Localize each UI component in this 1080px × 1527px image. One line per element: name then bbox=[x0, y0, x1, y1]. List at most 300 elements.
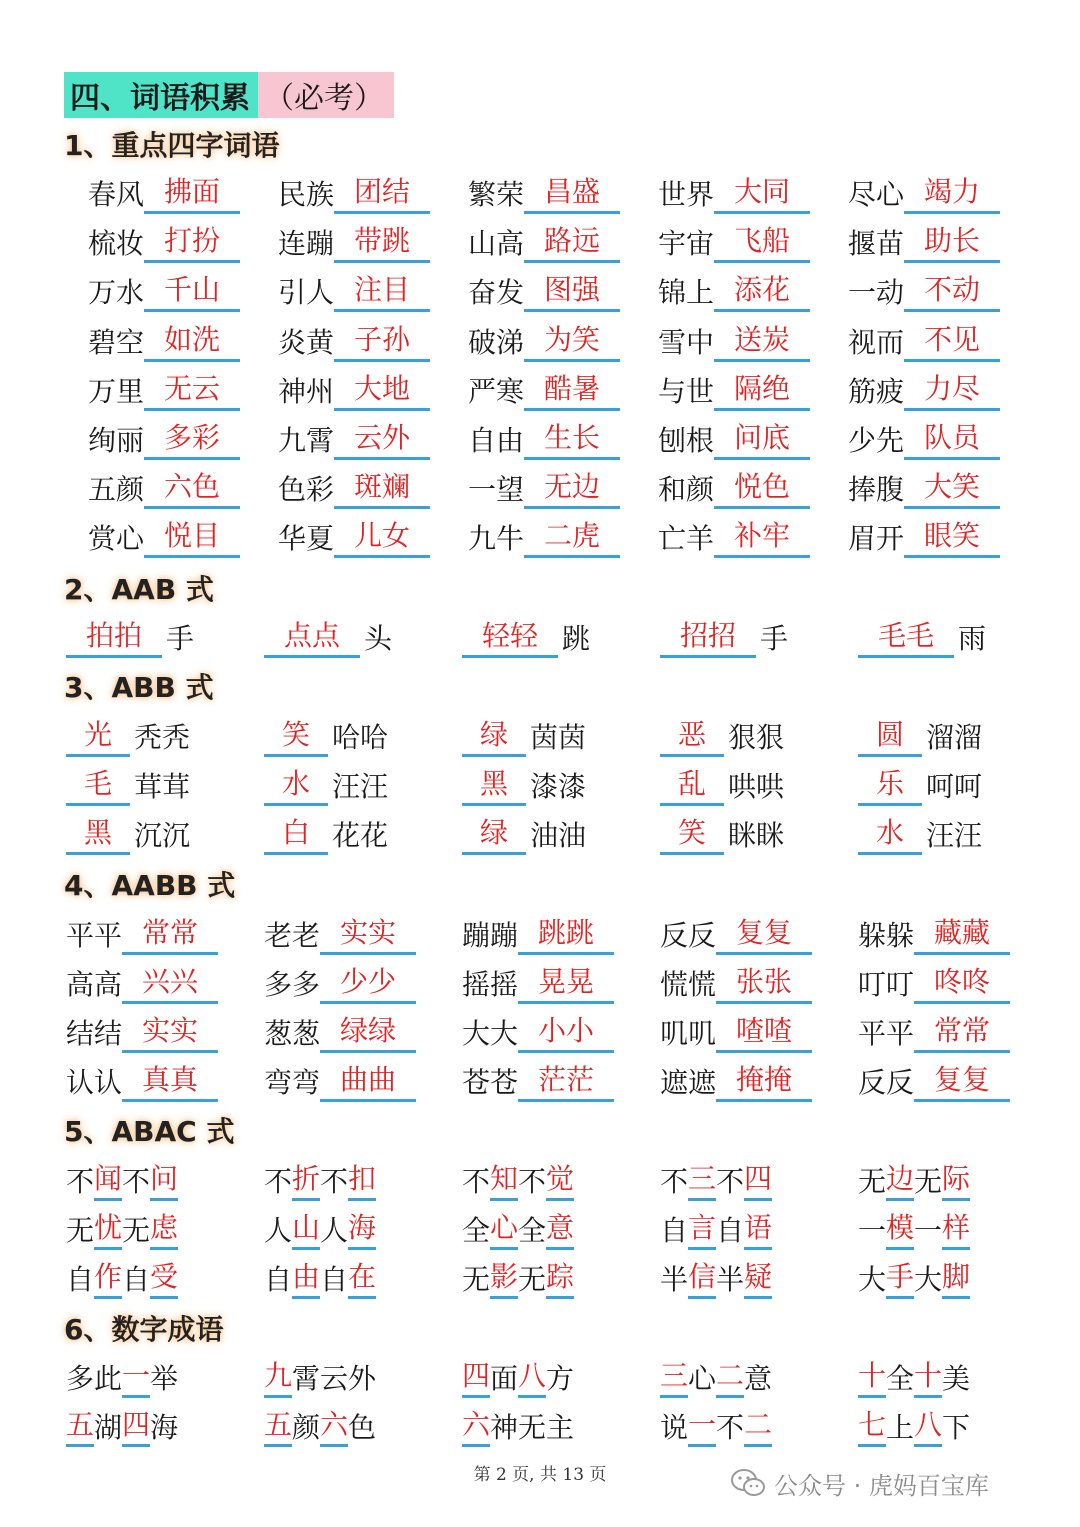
s6-item bbox=[264, 1354, 376, 1398]
answer-char: 忧 bbox=[94, 1209, 122, 1250]
answer-blank: 毛 bbox=[66, 765, 130, 806]
answer-char: 言 bbox=[688, 1209, 716, 1250]
given-chars: 自由 bbox=[468, 424, 525, 457]
given-char: 心 bbox=[688, 1362, 717, 1395]
given-char: 湖 bbox=[94, 1411, 123, 1444]
answer-blank: 常常 bbox=[914, 1012, 1010, 1053]
answer-blank: 六色 bbox=[144, 468, 240, 509]
given-char: 自 bbox=[264, 1263, 293, 1296]
s6-item bbox=[462, 1403, 574, 1447]
number-char: 五 bbox=[66, 1406, 94, 1447]
given-chars: 葱葱 bbox=[264, 1017, 321, 1050]
answer-blank: 喳喳 bbox=[716, 1012, 812, 1053]
s5-item bbox=[66, 1157, 178, 1201]
answer-blank: 黑 bbox=[462, 765, 526, 806]
given-chars: 茵茵 bbox=[530, 721, 587, 754]
section-title-aabb: 4、AABB 式 bbox=[64, 869, 236, 902]
given-chars: 慌慌 bbox=[660, 968, 717, 1001]
s4-item bbox=[660, 1009, 812, 1053]
given-chars: 叮叮 bbox=[858, 968, 915, 1001]
s4-item bbox=[858, 1058, 1010, 1102]
given-char: 无 bbox=[122, 1214, 151, 1247]
given-chars: 五颜 bbox=[88, 473, 145, 506]
s4-item bbox=[462, 1009, 614, 1053]
s2-item bbox=[858, 614, 986, 658]
given-chars: 刨根 bbox=[658, 424, 715, 457]
s1-item bbox=[848, 318, 1000, 362]
s1-row bbox=[0, 268, 1080, 312]
given-char: 全 bbox=[462, 1214, 491, 1247]
s5-item bbox=[462, 1157, 574, 1201]
given-char: 无 bbox=[914, 1165, 943, 1198]
given-chars: 民族 bbox=[278, 178, 335, 211]
s1-item bbox=[278, 465, 430, 509]
answer-blank: 咚咚 bbox=[914, 963, 1010, 1004]
wechat-icon bbox=[730, 1468, 766, 1498]
given-chars: 万里 bbox=[88, 375, 145, 408]
s4-row bbox=[0, 1009, 1080, 1053]
given-chars: 汪汪 bbox=[332, 770, 389, 803]
s1-item bbox=[278, 219, 430, 263]
s1-row bbox=[0, 514, 1080, 558]
given-chars: 眉开 bbox=[848, 522, 905, 555]
s1-item bbox=[278, 268, 430, 312]
answer-blank: 毛毛 bbox=[858, 617, 954, 658]
s1-item bbox=[658, 416, 810, 460]
answer-blank: 打扮 bbox=[144, 222, 240, 263]
s1-item bbox=[468, 219, 620, 263]
given-chars: 高高 bbox=[66, 968, 123, 1001]
answer-blank: 团结 bbox=[334, 173, 430, 214]
s1-item bbox=[468, 268, 620, 312]
answer-char: 在 bbox=[348, 1258, 376, 1299]
given-char: 不 bbox=[716, 1165, 745, 1198]
answer-blank: 补牢 bbox=[714, 517, 810, 558]
given-chars: 雨 bbox=[958, 622, 987, 655]
s6-row bbox=[0, 1354, 1080, 1398]
answer-char: 受 bbox=[150, 1258, 178, 1299]
s3-item bbox=[66, 762, 190, 806]
s4-item bbox=[462, 1058, 614, 1102]
number-char: 八 bbox=[518, 1357, 546, 1398]
answer-blank: 笑 bbox=[660, 814, 724, 855]
given-chars: 捧腹 bbox=[848, 473, 905, 506]
given-char: 颜 bbox=[292, 1411, 321, 1444]
given-chars: 多多 bbox=[264, 968, 321, 1001]
s5-item bbox=[858, 1206, 970, 1250]
answer-char: 闻 bbox=[94, 1160, 122, 1201]
s5-item bbox=[660, 1206, 772, 1250]
s4-item bbox=[264, 1009, 416, 1053]
s4-item bbox=[858, 911, 1010, 955]
given-char: 不 bbox=[320, 1165, 349, 1198]
s1-item bbox=[468, 416, 620, 460]
given-chars: 一动 bbox=[848, 276, 905, 309]
s5-item bbox=[264, 1206, 376, 1250]
given-chars: 亡羊 bbox=[658, 522, 715, 555]
s1-item bbox=[658, 367, 810, 411]
answer-blank: 不见 bbox=[904, 321, 1000, 362]
given-chars: 结结 bbox=[66, 1017, 123, 1050]
given-chars: 摇摇 bbox=[462, 968, 519, 1001]
given-chars: 梳妆 bbox=[88, 227, 145, 260]
given-chars: 茸茸 bbox=[134, 770, 191, 803]
number-char: 六 bbox=[462, 1406, 490, 1447]
answer-blank: 笑 bbox=[264, 716, 328, 757]
s4-item bbox=[66, 1009, 218, 1053]
answer-blank: 掩掩 bbox=[716, 1061, 812, 1102]
s1-item bbox=[88, 318, 240, 362]
given-chars: 尽心 bbox=[848, 178, 905, 211]
answer-char: 意 bbox=[546, 1209, 574, 1250]
given-chars: 平平 bbox=[66, 919, 123, 952]
s1-item bbox=[278, 170, 430, 214]
answer-blank: 乐 bbox=[858, 765, 922, 806]
s4-item bbox=[264, 960, 416, 1004]
given-chars: 碧空 bbox=[88, 326, 145, 359]
s4-item bbox=[660, 1058, 812, 1102]
answer-blank: 圆 bbox=[858, 716, 922, 757]
s4-row bbox=[0, 960, 1080, 1004]
answer-char: 影 bbox=[490, 1258, 518, 1299]
number-char: 十 bbox=[914, 1357, 942, 1398]
page-footer: 第 2 页, 共 13 页 bbox=[473, 1465, 607, 1485]
s1-item bbox=[278, 367, 430, 411]
s3-row bbox=[0, 713, 1080, 757]
given-chars: 破涕 bbox=[468, 326, 525, 359]
s4-item bbox=[66, 1058, 218, 1102]
number-char: 八 bbox=[914, 1406, 942, 1447]
answer-char: 踪 bbox=[546, 1258, 574, 1299]
given-char: 举 bbox=[150, 1362, 179, 1395]
answer-char: 三 bbox=[688, 1160, 716, 1201]
number-char: 九 bbox=[264, 1357, 292, 1398]
s3-item bbox=[858, 811, 982, 855]
answer-blank: 点点 bbox=[264, 617, 360, 658]
given-char: 大 bbox=[858, 1263, 887, 1296]
s1-item bbox=[658, 219, 810, 263]
s3-item bbox=[66, 811, 190, 855]
given-chars: 连蹦 bbox=[278, 227, 335, 260]
given-chars: 油油 bbox=[530, 819, 587, 852]
s3-item bbox=[462, 811, 586, 855]
given-chars: 蹦蹦 bbox=[462, 919, 519, 952]
given-char: 无 bbox=[518, 1263, 547, 1296]
s3-item bbox=[660, 811, 784, 855]
number-char: 六 bbox=[320, 1406, 348, 1447]
answer-blank: 绿绿 bbox=[320, 1012, 416, 1053]
given-chars: 呵呵 bbox=[926, 770, 983, 803]
s4-item bbox=[660, 911, 812, 955]
answer-blank: 子孙 bbox=[334, 321, 430, 362]
given-char: 一 bbox=[914, 1214, 943, 1247]
section-title-abac: 5、ABAC 式 bbox=[64, 1115, 235, 1148]
answer-blank: 问底 bbox=[714, 419, 810, 460]
s4-item bbox=[66, 911, 218, 955]
given-char: 自 bbox=[660, 1214, 689, 1247]
s5-item bbox=[462, 1255, 574, 1299]
given-char: 色 bbox=[348, 1411, 377, 1444]
s5-item bbox=[66, 1255, 178, 1299]
s1-item bbox=[848, 367, 1000, 411]
answer-blank: 乱 bbox=[660, 765, 724, 806]
answer-blank: 无边 bbox=[524, 468, 620, 509]
given-chars: 沉沉 bbox=[134, 819, 191, 852]
given-chars: 色彩 bbox=[278, 473, 335, 506]
answer-blank: 少少 bbox=[320, 963, 416, 1004]
given-chars: 眯眯 bbox=[728, 819, 785, 852]
answer-blank: 如洗 bbox=[144, 321, 240, 362]
s1-item bbox=[88, 416, 240, 460]
given-char: 方 bbox=[546, 1362, 575, 1395]
given-chars: 手 bbox=[166, 622, 195, 655]
answer-char: 语 bbox=[744, 1209, 772, 1250]
answer-blank: 常常 bbox=[122, 914, 218, 955]
given-char: 全 bbox=[886, 1362, 915, 1395]
answer-char: 海 bbox=[348, 1209, 376, 1250]
answer-blank: 恶 bbox=[660, 716, 724, 757]
number-char: 二 bbox=[716, 1357, 744, 1398]
s2-item bbox=[66, 614, 194, 658]
given-chars: 雪中 bbox=[658, 326, 715, 359]
answer-blank: 隔绝 bbox=[714, 370, 810, 411]
s6-item bbox=[858, 1354, 970, 1398]
answer-blank: 眼笑 bbox=[904, 517, 1000, 558]
s5-item bbox=[462, 1206, 574, 1250]
answer-char: 作 bbox=[94, 1258, 122, 1299]
answer-blank: 小小 bbox=[518, 1012, 614, 1053]
given-chars: 手 bbox=[760, 622, 789, 655]
s1-item bbox=[468, 318, 620, 362]
given-char: 下 bbox=[942, 1411, 971, 1444]
answer-blank: 图强 bbox=[524, 271, 620, 312]
s1-item bbox=[658, 465, 810, 509]
s5-item bbox=[66, 1206, 178, 1250]
s2-row bbox=[0, 614, 1080, 658]
s1-item bbox=[658, 514, 810, 558]
given-chars: 遮遮 bbox=[660, 1066, 717, 1099]
given-chars: 山高 bbox=[468, 227, 525, 260]
answer-blank: 无云 bbox=[144, 370, 240, 411]
s1-item bbox=[848, 170, 1000, 214]
s6-item bbox=[462, 1354, 574, 1398]
answer-blank: 斑斓 bbox=[334, 468, 430, 509]
given-chars: 反反 bbox=[858, 1066, 915, 1099]
number-char: 四 bbox=[462, 1357, 490, 1398]
given-chars: 奋发 bbox=[468, 276, 525, 309]
s1-item bbox=[468, 170, 620, 214]
s1-row bbox=[0, 367, 1080, 411]
answer-blank: 复复 bbox=[716, 914, 812, 955]
s6-item bbox=[858, 1403, 970, 1447]
given-chars: 九牛 bbox=[468, 522, 525, 555]
given-chars: 狠狠 bbox=[728, 721, 785, 754]
answer-blank: 复复 bbox=[914, 1061, 1010, 1102]
s1-item bbox=[88, 367, 240, 411]
section-title-aab: 2、AAB 式 bbox=[64, 573, 214, 606]
given-chars: 哄哄 bbox=[728, 770, 785, 803]
given-char: 自 bbox=[716, 1214, 745, 1247]
given-chars: 漆漆 bbox=[530, 770, 587, 803]
answer-blank: 千山 bbox=[144, 271, 240, 312]
given-char: 一 bbox=[858, 1214, 887, 1247]
given-chars: 弯弯 bbox=[264, 1066, 321, 1099]
answer-blank: 招招 bbox=[660, 617, 756, 658]
answer-blank: 不动 bbox=[904, 271, 1000, 312]
answer-blank: 多彩 bbox=[144, 419, 240, 460]
s1-row bbox=[0, 170, 1080, 214]
number-char: 一 bbox=[688, 1406, 716, 1447]
answer-blank: 黑 bbox=[66, 814, 130, 855]
s4-item bbox=[264, 1058, 416, 1102]
answer-char: 模 bbox=[886, 1209, 914, 1250]
answer-blank: 水 bbox=[264, 765, 328, 806]
s5-item bbox=[660, 1157, 772, 1201]
answer-blank: 路远 bbox=[524, 222, 620, 263]
answer-blank: 昌盛 bbox=[524, 173, 620, 214]
given-chars: 万水 bbox=[88, 276, 145, 309]
s3-item bbox=[660, 762, 784, 806]
section-title-number-idioms: 6、数字成语 bbox=[64, 1313, 224, 1346]
s1-item bbox=[468, 465, 620, 509]
s5-row bbox=[0, 1157, 1080, 1201]
answer-blank: 为笑 bbox=[524, 321, 620, 362]
s1-row bbox=[0, 416, 1080, 460]
given-chars: 跳 bbox=[562, 622, 591, 655]
given-chars: 世界 bbox=[658, 178, 715, 211]
given-chars: 和颜 bbox=[658, 473, 715, 506]
answer-blank: 带跳 bbox=[334, 222, 430, 263]
answer-char: 心 bbox=[490, 1209, 518, 1250]
number-char: 五 bbox=[264, 1406, 292, 1447]
answer-char: 疑 bbox=[744, 1258, 772, 1299]
answer-blank: 拂面 bbox=[144, 173, 240, 214]
s1-item bbox=[848, 514, 1000, 558]
given-char: 海 bbox=[150, 1411, 179, 1444]
s1-row bbox=[0, 318, 1080, 362]
answer-blank: 兴兴 bbox=[122, 963, 218, 1004]
given-char: 面 bbox=[490, 1362, 519, 1395]
answer-char: 觉 bbox=[546, 1160, 574, 1201]
answer-blank: 注目 bbox=[334, 271, 430, 312]
answer-char: 山 bbox=[292, 1209, 320, 1250]
given-char: 半 bbox=[716, 1263, 745, 1296]
answer-char: 折 bbox=[292, 1160, 320, 1201]
s5-item bbox=[264, 1255, 376, 1299]
s1-item bbox=[88, 170, 240, 214]
number-char: 七 bbox=[858, 1406, 886, 1447]
given-char: 多此 bbox=[66, 1362, 123, 1395]
given-char: 不 bbox=[462, 1165, 491, 1198]
given-char: 上 bbox=[886, 1411, 915, 1444]
given-char: 全 bbox=[518, 1214, 547, 1247]
s5-item bbox=[660, 1255, 772, 1299]
s5-row bbox=[0, 1255, 1080, 1299]
given-chars: 与世 bbox=[658, 375, 715, 408]
given-char: 神无主 bbox=[490, 1411, 575, 1444]
s1-item bbox=[278, 514, 430, 558]
s3-item bbox=[858, 713, 982, 757]
given-chars: 一望 bbox=[468, 473, 525, 506]
s6-item bbox=[660, 1403, 772, 1447]
given-chars: 溜溜 bbox=[926, 721, 983, 754]
answer-blank: 水 bbox=[858, 814, 922, 855]
answer-blank: 实实 bbox=[320, 914, 416, 955]
s4-item bbox=[660, 960, 812, 1004]
given-chars: 老老 bbox=[264, 919, 321, 952]
s6-item bbox=[66, 1403, 178, 1447]
s1-item bbox=[468, 514, 620, 558]
answer-blank: 生长 bbox=[524, 419, 620, 460]
answer-blank: 曲曲 bbox=[320, 1061, 416, 1102]
s1-item bbox=[848, 416, 1000, 460]
s4-item bbox=[462, 911, 614, 955]
given-char: 大 bbox=[914, 1263, 943, 1296]
given-char: 人 bbox=[320, 1214, 349, 1247]
answer-blank: 大同 bbox=[714, 173, 810, 214]
s6-item bbox=[66, 1354, 178, 1398]
answer-char: 问 bbox=[150, 1160, 178, 1201]
given-chars: 揠苗 bbox=[848, 227, 905, 260]
answer-char: 脚 bbox=[942, 1258, 970, 1299]
s2-item bbox=[264, 614, 392, 658]
answer-char: 由 bbox=[292, 1258, 320, 1299]
given-char: 自 bbox=[320, 1263, 349, 1296]
s1-item bbox=[88, 219, 240, 263]
s1-item bbox=[848, 219, 1000, 263]
answer-blank: 添花 bbox=[714, 271, 810, 312]
given-chars: 头 bbox=[364, 622, 393, 655]
answer-blank: 拍拍 bbox=[66, 617, 162, 658]
given-chars: 花花 bbox=[332, 819, 389, 852]
s3-row bbox=[0, 811, 1080, 855]
answer-char: 样 bbox=[942, 1209, 970, 1250]
s1-item bbox=[88, 268, 240, 312]
s3-item bbox=[264, 713, 388, 757]
watermark bbox=[730, 1460, 989, 1506]
answer-blank: 悦色 bbox=[714, 468, 810, 509]
number-char: 四 bbox=[122, 1406, 150, 1447]
s4-item bbox=[858, 1009, 1010, 1053]
given-chars: 视而 bbox=[848, 326, 905, 359]
given-chars: 认认 bbox=[66, 1066, 123, 1099]
s3-row bbox=[0, 762, 1080, 806]
answer-char: 虑 bbox=[150, 1209, 178, 1250]
given-char: 不 bbox=[66, 1165, 95, 1198]
section-title-abb: 3、ABB 式 bbox=[64, 671, 214, 704]
given-char: 无 bbox=[858, 1165, 887, 1198]
s1-row bbox=[0, 219, 1080, 263]
answer-blank: 云外 bbox=[334, 419, 430, 460]
answer-blank: 悦目 bbox=[144, 517, 240, 558]
given-chars: 赏心 bbox=[88, 522, 145, 555]
given-char: 不 bbox=[518, 1165, 547, 1198]
s1-item bbox=[848, 465, 1000, 509]
s5-item bbox=[264, 1157, 376, 1201]
answer-blank: 晃晃 bbox=[518, 963, 614, 1004]
s3-item bbox=[858, 762, 982, 806]
s1-item bbox=[848, 268, 1000, 312]
number-char: 十 bbox=[858, 1357, 886, 1398]
answer-blank: 张张 bbox=[716, 963, 812, 1004]
given-chars: 锦上 bbox=[658, 276, 715, 309]
s1-item bbox=[658, 318, 810, 362]
answer-char: 信 bbox=[688, 1258, 716, 1299]
given-chars: 九霄 bbox=[278, 424, 335, 457]
answer-blank: 酷暑 bbox=[524, 370, 620, 411]
main-title bbox=[64, 72, 394, 118]
given-chars: 叽叽 bbox=[660, 1017, 717, 1050]
